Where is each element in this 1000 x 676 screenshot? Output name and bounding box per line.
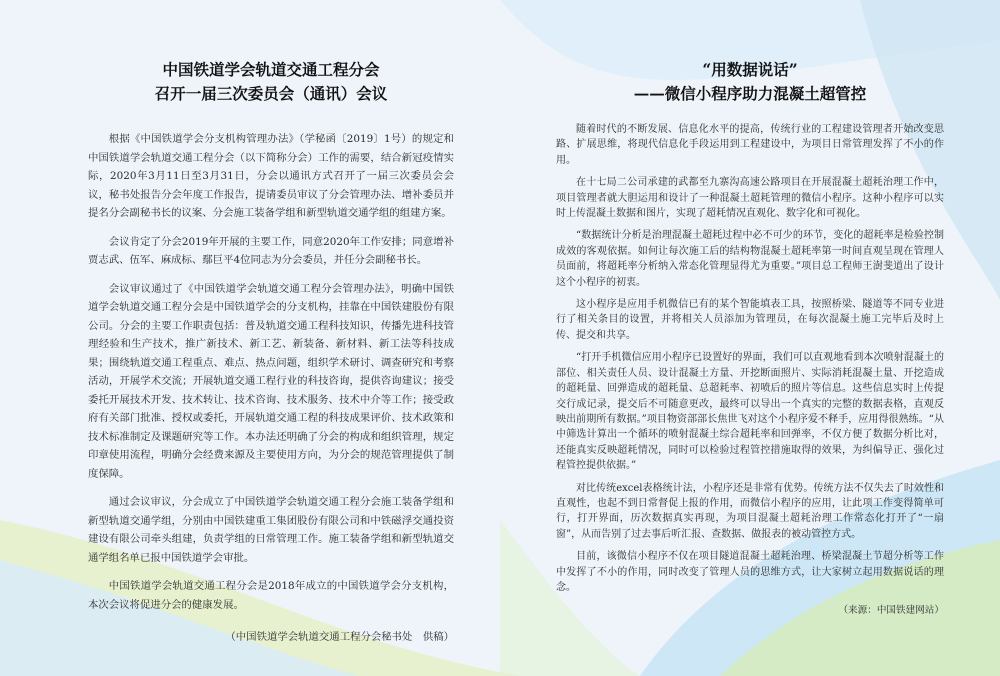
left-paragraph: 根据《中国铁道学会分支机构管理办法》（学秘函〔2019〕1号）的规定和中国铁道学会轨道交通工程分会（以下简称分会）工作的需要，结合新冠疫情实际，2020年3月11日至3月31日，分会以通讯方式召开了一届三次委员会会议，秘书处报告分会年度工作报告，提请委员审议了分会管理办法、增补委员并提名分会副秘书长的议案、分会施工装备学组和新型轨道交通学组的组建方案。 (88, 133, 454, 219)
right-title-line-2: ——微信小程序助力混凝土超管控 (633, 84, 867, 103)
left-title (88, 58, 454, 106)
left-paragraph: 会议审议通过了《中国铁道学会轨道交通工程分会管理办法》，明确中国铁道学会轨道交通工程分会是中国铁道学会的分支机构，挂靠在中国铁建股份有限公司。分会的主要工作职责包括：普及轨道交通工程科技知识，传播先进科技管理经验和生产技术，推广新技术、新工艺、新装备、新材料、新工法等科技成果；围绕轨道交通工程重点、难点、热点问题，组织学术研讨、调查研究和考察活动，开展学术交流；开展轨道交通工程行业的科技咨询，提供咨询建议；接受委托开展技术开发、技术转让、技术咨询、技术服务、技术中介等工作；接受政府有关部门批准、授权或委托，开展轨道交通工程的科技成果评价、技术政策和技术标准制定及课题研究等工作。本办法还明确了分会的构成和组织管理，规定印章使用流程，明确分会经费来源及主要使用方向，为分会的规范管理提供了制度保障。 (88, 282, 454, 480)
right-paragraph: “数据统计分析是治理混凝土超耗过程中必不可少的环节，变化的超耗率是检验控制成效的客观依据。如何让每次施工后的结构物混凝土超耗率第一时间直观呈现在管理人员面前，将超耗率分析纳入常态化管理显得尤为重要。”项目总工程师王澍斐道出了设计这个小程序的初衷。 (556, 230, 944, 288)
left-title-line-1: 中国铁道学会轨道交通工程分会 (162, 60, 380, 79)
left-paragraph: 中国铁道学会轨道交通工程分会是2018年成立的中国铁道学会分支机构，本次会议将促进分会的健康发展。 (88, 580, 454, 611)
right-source: （来源：中国铁建网站） (838, 605, 944, 617)
left-signature: （中国铁道学会轨道交通工程分会秘书处 供稿） (225, 631, 454, 643)
right-paragraph: 对比传统excel表格统计法，小程序还是非常有优势。传统方法不仅失去了时效性和直观性，也起不到日常督促上报的作用，而微信小程序的应用，让此项工作变得简单可行，打开界面，历次数据真实再现，为项目混凝土超耗治理工作常态化打开了“一扇窗”，从而告别了过去事后听汇报、查数据、做报表的被动管控方式。 (556, 482, 944, 540)
right-page (500, 0, 1000, 676)
right-paragraph: 在十七局二公司承建的武都至九寨沟高速公路项目在开展混凝土超耗治理工作中，项目管理者就大胆运用和设计了一种混凝土超耗管理的微信小程序。这种小程序可以实时上传混凝土数据和图片，实现了超耗情况直观化、数字化和可视化。 (556, 177, 944, 220)
right-title (556, 58, 944, 106)
left-paragraph: 会议肯定了分会2019年开展的主要工作，同意2020年工作安排；同意增补贾志武、伍军、麻成标、鄢巨平4位同志为分会委员，并任分会副秘书长。 (88, 235, 454, 266)
left-title-line-2: 召开一届三次委员会（通讯）会议 (154, 84, 388, 103)
right-paragraph: 随着时代的不断发展、信息化水平的提高，传统行业的工程建设管理者开始改变思路、扩展思维，将现代信息化手段运用到工程建设中，为项目日常管理发挥了不小的作用。 (556, 124, 944, 166)
right-paragraph: “打开手机微信应用小程序已设置好的界面，我们可以直观地看到本次喷射混凝土的部位、相关责任人员、设计混凝土方量、开挖断面照片、实际消耗混凝土量、开挖造成的超耗量、回弹造成的超耗量、总超耗率、初喷后的照片等信息。这些信息实时上传提交行成记录，提交后不可随意更改，最终可以导出一个真实的完整的数据表格，直观反映出前期所有数据。”项目物资部部长焦世飞对这个小程序爱不释手，应用得很熟练。“从中筛选计算出一个循环的喷射混凝土综合超耗率和回弹率，不仅方便了数据分析比对，还能真实反映超耗情况，同时可以检验过程管控措施取得的效果，为纠偏导正、强化过程管控提供依据。” (556, 352, 944, 472)
left-paragraph: 通过会议审议，分会成立了中国铁道学会轨道交通工程分会施工装备学组和新型轨道交通学组，分别由中国铁建重工集团股份有限公司和中铁磁浮交通投资建设有限公司牵头组建，负责学组的日常管理工作。施工装备学组和新型轨道交通学组名单已报中国铁道学会审批。 (88, 496, 454, 564)
right-paragraph: 这小程序是应用手机微信已有的某个智能填表工具，按照桥梁、隧道等不同专业进行了相关条目的设置，并将相关人员添加为管理员，在每次混凝土施工完毕后及时上传、提交和共享。 (556, 299, 944, 341)
right-paragraph: 目前，该微信小程序不仅在项目隧道混凝土超耗治理、桥梁混凝土节超分析等工作中发挥了不小的作用，同时改变了管理人员的思维方式，让大家树立起用数据说话的理念。 (556, 551, 944, 593)
right-title-line-1: “用数据说话” (702, 60, 798, 79)
